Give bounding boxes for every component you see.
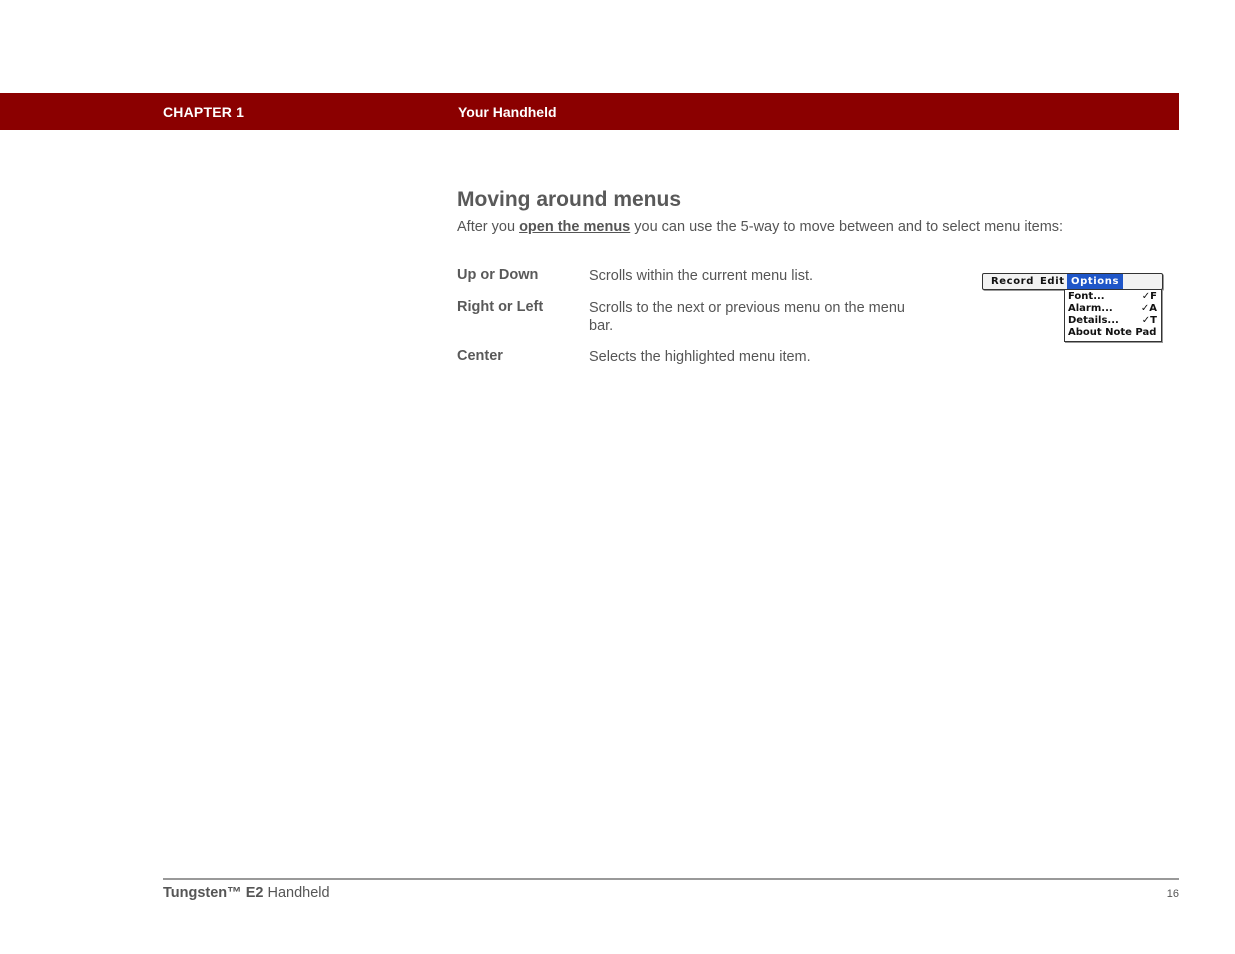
footer-product xyxy=(163,885,330,901)
footer-product-rest: Handheld xyxy=(263,885,330,901)
palm-menu-options: Options xyxy=(1067,274,1123,289)
page-number: 16 xyxy=(1166,888,1179,900)
palm-item-font: Font... xyxy=(1068,291,1105,302)
section-title: Moving around menus xyxy=(457,188,682,211)
term-center: Center xyxy=(457,348,503,364)
open-menus-link[interactable]: open the menus xyxy=(519,219,631,235)
term-right-left: Right or Left xyxy=(457,299,544,315)
intro-paragraph xyxy=(457,219,1063,235)
desc-right-left: Scrolls to the next or previous menu on the menu bar. xyxy=(589,300,905,334)
palm-menu-record: Record xyxy=(991,276,1034,287)
term-up-down: Up or Down xyxy=(457,267,539,283)
palm-menu-bar xyxy=(982,273,1163,290)
desc-center: Selects the highlighted menu item. xyxy=(589,349,811,365)
desc-up-down: Scrolls within the current menu list. xyxy=(589,268,814,284)
intro-text-after: you can use the 5-way to move between and to select menu items: xyxy=(630,219,1064,235)
chapter-label: CHAPTER 1 xyxy=(163,104,245,120)
footer-product-bold: Tungsten™ E2 xyxy=(163,885,264,901)
palm-item-about: About Note Pad xyxy=(1068,327,1157,338)
palm-menu-edit: Edit xyxy=(1040,276,1065,287)
palm-key-details: ✓T xyxy=(1141,315,1157,326)
chapter-title: Your Handheld xyxy=(458,104,557,120)
palm-key-alarm: ✓A xyxy=(1140,303,1157,314)
intro-text-before: After you xyxy=(457,219,520,235)
palm-menu-screenshot xyxy=(982,273,1163,343)
palm-dropdown xyxy=(1064,289,1162,342)
palm-key-font: ✓F xyxy=(1141,291,1157,302)
footer-divider xyxy=(163,878,1179,880)
palm-item-details: Details... xyxy=(1068,315,1119,326)
palm-item-alarm: Alarm... xyxy=(1068,303,1113,314)
